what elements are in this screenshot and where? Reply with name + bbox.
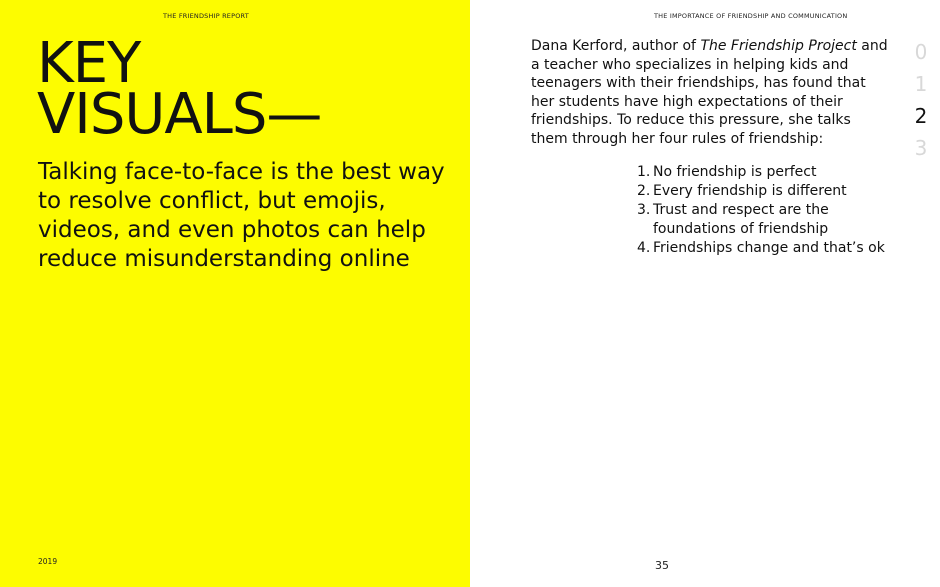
subtitle: Talking face-to-face is the best way to resolve conflict, but emojis, videos, and even photos can help reduce misunderstanding online — [38, 159, 445, 272]
body-suffix: and a teacher who specializes in helping kids and teenagers with their friendships, has found that her students have high expectations of their friendships. To reduce this pressure, she talks them through her four rules of friendship: — [531, 38, 888, 147]
list-text: Friendships change and that’s ok — [653, 240, 885, 256]
body-prefix: Dana Kerford, author of — [531, 38, 701, 54]
list-number: 3. — [637, 202, 651, 218]
list-text: No friendship is perfect — [653, 164, 817, 180]
page-number: 35 — [655, 559, 669, 572]
title-line-1: KEY — [37, 31, 141, 96]
section-nav-item-0[interactable]: 0 — [914, 40, 928, 64]
title-line-2: VISUALS— — [37, 82, 322, 147]
year-label: 2019 — [38, 557, 58, 566]
section-nav-item-1[interactable]: 1 — [914, 72, 928, 96]
section-nav — [910, 36, 932, 164]
list-item — [637, 239, 907, 258]
list-item — [637, 201, 907, 239]
section-nav-item-3[interactable]: 3 — [914, 136, 928, 160]
list-number: 4. — [637, 240, 651, 256]
page-title — [37, 31, 322, 147]
list-text: Every friendship is different — [653, 183, 847, 199]
friendship-rules-list — [637, 163, 907, 258]
list-item — [637, 182, 907, 201]
right-page — [470, 0, 940, 587]
running-head-right: THE IMPORTANCE OF FRIENDSHIP AND COMMUNICATION — [654, 12, 848, 20]
book-title: The Friendship Project — [700, 38, 857, 54]
section-nav-item-2[interactable]: 2 — [914, 104, 928, 128]
running-head-left: THE FRIENDSHIP REPORT — [163, 12, 249, 20]
list-text: Trust and respect are the foundations of friendship — [653, 202, 829, 237]
list-item — [637, 163, 907, 182]
list-number: 1. — [637, 164, 651, 180]
list-number: 2. — [637, 183, 651, 199]
body-paragraph — [531, 37, 891, 148]
